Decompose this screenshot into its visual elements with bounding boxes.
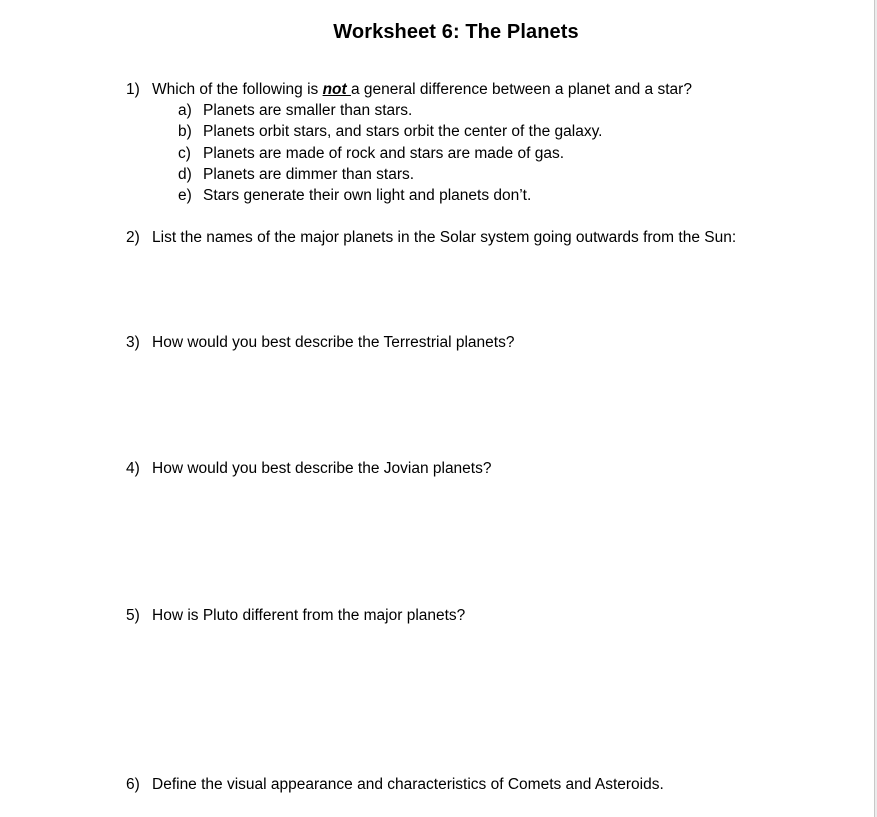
option-b xyxy=(178,123,602,141)
option-text: Planets are dimmer than stars. xyxy=(203,166,415,183)
question-6 xyxy=(126,776,664,794)
option-a xyxy=(178,102,412,120)
page-title: Worksheet 6: The Planets xyxy=(333,21,579,43)
question-5 xyxy=(126,607,465,625)
option-e xyxy=(178,187,531,205)
question-number: 3) xyxy=(126,334,140,351)
option-text: Planets are made of rock and stars are made of gas. xyxy=(203,145,564,162)
question-text: List the names of the major planets in the Solar system going outwards from the Sun: xyxy=(152,229,737,246)
option-letter: c) xyxy=(178,145,191,162)
question-number: 4) xyxy=(126,460,140,477)
option-letter: a) xyxy=(178,102,192,119)
question-emphasis: not xyxy=(322,81,351,98)
option-letter: b) xyxy=(178,123,192,140)
question-text-before: Which of the following is xyxy=(152,81,323,98)
question-2 xyxy=(126,229,736,247)
question-number: 5) xyxy=(126,607,140,624)
option-text: Planets are smaller than stars. xyxy=(203,102,413,119)
option-c xyxy=(178,145,564,163)
question-text: How would you best describe the Jovian planets? xyxy=(152,460,492,477)
question-number: 6) xyxy=(126,776,140,793)
option-text: Planets orbit stars, and stars orbit the center of the galaxy. xyxy=(203,123,603,140)
question-number: 2) xyxy=(126,229,140,246)
question-text: How would you best describe the Terrestrial planets? xyxy=(152,334,515,351)
question-text: How is Pluto different from the major planets? xyxy=(152,607,466,624)
question-4 xyxy=(126,460,491,478)
option-text: Stars generate their own light and planets don’t. xyxy=(203,187,532,204)
question-3 xyxy=(126,334,514,352)
question-text: Define the visual appearance and characteristics of Comets and Asteroids. xyxy=(152,776,664,793)
option-d xyxy=(178,166,414,184)
option-letter: d) xyxy=(178,166,192,183)
question-text-after: a general difference between a planet and a star? xyxy=(350,81,692,98)
question-number: 1) xyxy=(126,81,140,98)
option-letter: e) xyxy=(178,187,192,204)
question-1 xyxy=(126,81,692,99)
